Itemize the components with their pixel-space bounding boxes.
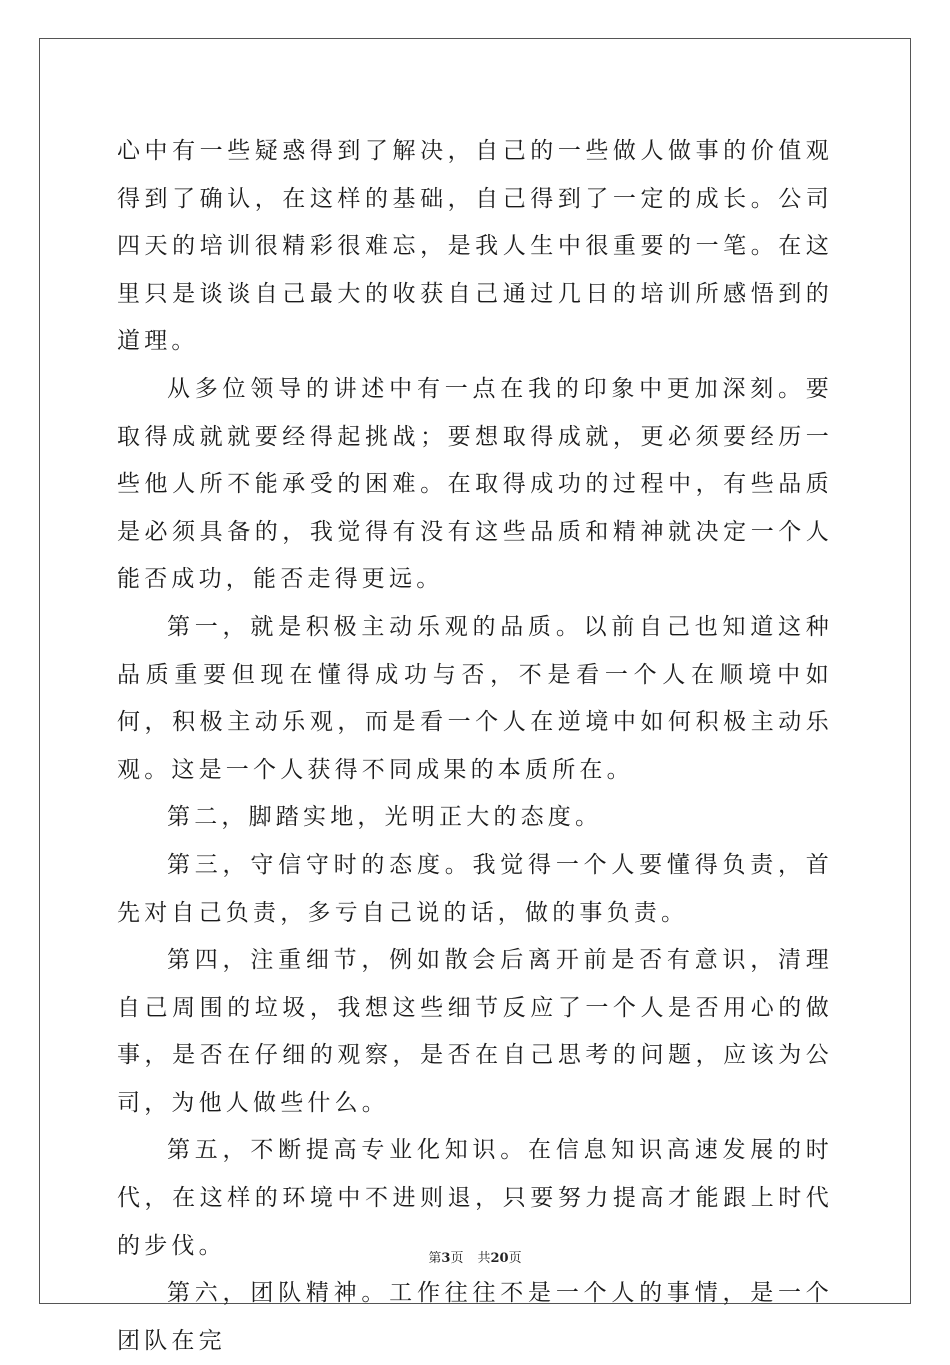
paragraph-7: 第五，不断提高专业化知识。在信息知识高速发展的时代，在这样的环境中不进则退，只要努力提高才能跟上时代的步伐。 bbox=[117, 1137, 833, 1259]
paragraph-3: 第一，就是积极主动乐观的品质。以前自己也知道这种品质重要但现在懂得成功与否，不是看一个人在顺境中如何，积极主动乐观，而是看一个人在逆境中如何积极主动乐观。这是一个人获得不同成果的本质所在。 bbox=[117, 613, 833, 783]
paragraph-5: 第三，守信守时的态度。我觉得一个人要懂得负责，首先对自己负责，多亏自己说的话，做的事负责。 bbox=[117, 851, 833, 926]
total-prefix: 共 bbox=[477, 1251, 491, 1266]
total-unit: 页 bbox=[508, 1251, 522, 1266]
paragraph-2: 从多位领导的讲述中有一点在我的印象中更加深刻。要取得成就就要经得起挑战；要想取得成就，更必须要经历一些他人所不能承受的困难。在取得成功的过程中，有些品质是必须具备的，我觉得有没有这些品质和精神就决定一个人能否成功，能否走得更远。 bbox=[117, 375, 833, 593]
document-body bbox=[117, 128, 833, 1365]
page-unit: 页 bbox=[450, 1251, 464, 1266]
page-current-number: 3 bbox=[441, 1251, 451, 1266]
page-footer bbox=[0, 1247, 950, 1266]
paragraph-4: 第二，脚踏实地，光明正大的态度。 bbox=[167, 804, 603, 831]
page-total-number: 20 bbox=[490, 1251, 509, 1266]
page-prefix: 第 bbox=[428, 1251, 442, 1266]
paragraph-6: 第四，注重细节，例如散会后离开前是否有意识，清理自己周围的垃圾，我想这些细节反应了一个人是否用心的做事，是否在仔细的观察，是否在自己思考的问题，应该为公司，为他人做些什么。 bbox=[117, 947, 833, 1116]
paragraph-8: 第六，团队精神。工作往往不是一个人的事情，是一个团队在完 bbox=[117, 1280, 833, 1354]
paragraph-1: 心中有一些疑惑得到了解决，自己的一些做人做事的价值观得到了确认，在这样的基础，自己得到了一定的成长。公司四天的培训很精彩很难忘，是我人生中很重要的一笔。在这里只是谈谈自己最大的收获自己通过几日的培训所感悟到的道理。 bbox=[117, 138, 833, 355]
